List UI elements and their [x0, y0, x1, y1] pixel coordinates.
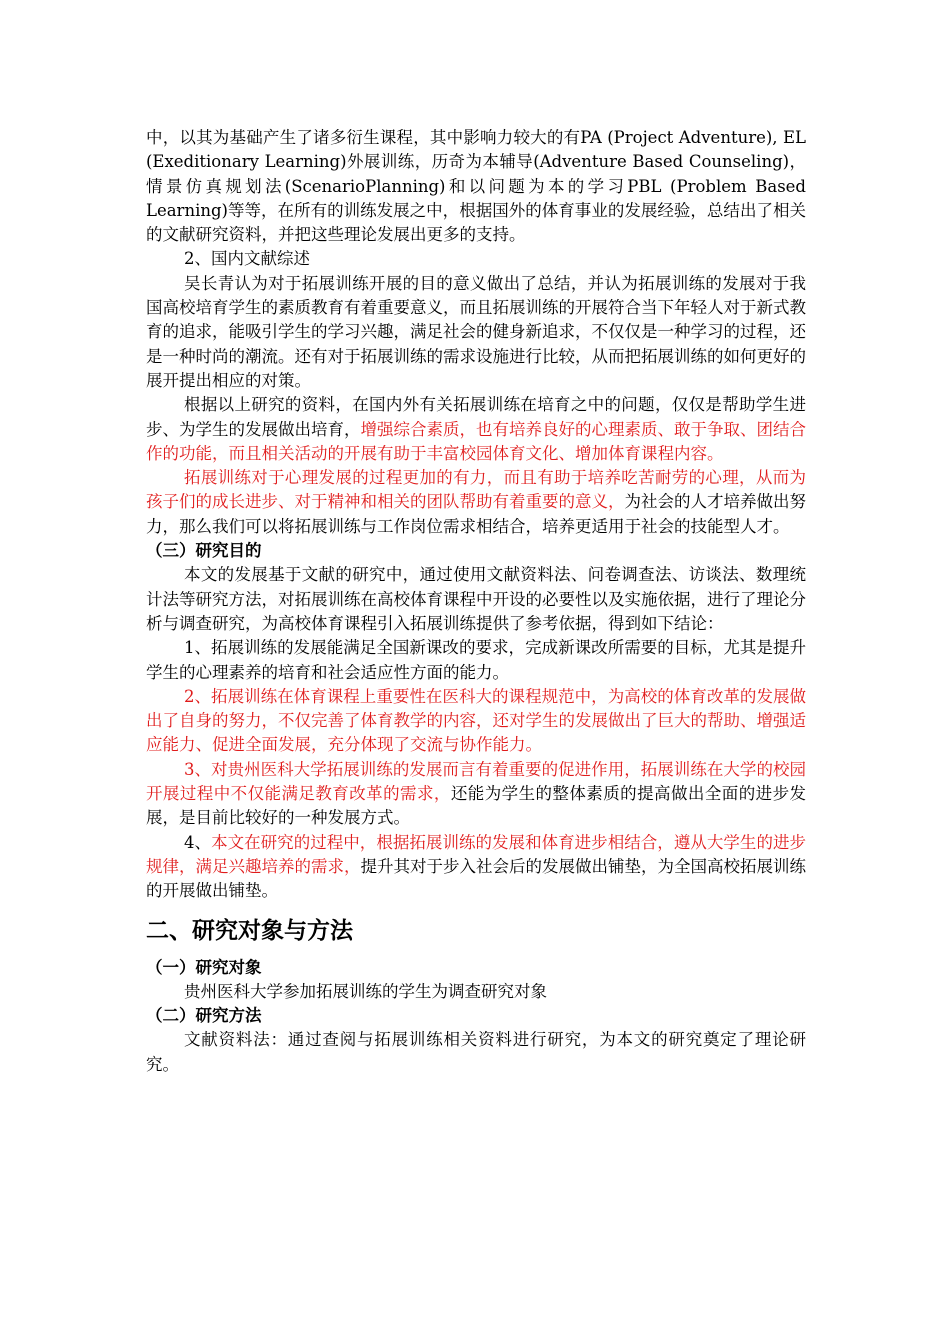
conclusion-4-text: 提升其对于步入社会后的发展做出铺垫，为全国高校拓展训练的开展做出铺垫。 — [146, 856, 806, 901]
paragraph-summary — [146, 393, 806, 466]
conclusion-2: 2、拓展训练在体育课程上重要性在医科大的课程规范中，为高校的体育改革的发展做出了自身的努力，不仅完善了体育教学的内容，还对学生的发展做出了巨大的帮助、增强适应能力、促进全面发展，充分体现了交流与协作能力。 — [146, 686, 806, 755]
summary-highlight: 增强综合素质，也有培养良好的心理素质、敢于争取、团结合作的功能，而且相关活动的开展有助于丰富校园体育文化、增加体育课程内容。 — [146, 419, 806, 463]
psychology-text: 为社会的人才培养做出努力，那么我们可以将拓展训练与工作岗位需求相结合，培养更适用于社会的技能型人才。 — [146, 492, 806, 536]
psychology-highlight: 拓展训练对于心理发展的过程更加的有力，而且有助于培养吃苦耐劳的心理，从而为孩子们的成长进步、对于精神和相关的团队帮助有着重要的意义， — [146, 468, 806, 512]
conclusion-3-highlight: 3、对贵州医科大学拓展训练的发展而言有着重要的促进作用，拓展训练在大学的校园开展过程中不仅能满足教育改革的需求， — [146, 759, 806, 804]
heading-research-purpose: （三）研究目的 — [146, 541, 262, 561]
conclusion-1: 1、拓展训练的发展能满足全国新课改的要求，完成新课改所需要的目标，尤其是提升学生的心理素养的培育和社会适应性方面的能力。 — [146, 638, 806, 682]
paragraph-purpose: 本文的发展基于文献的研究中，通过使用文献资料法、问卷调查法、访谈法、数理统计法等研究方法，对拓展训练在高校体育课程中开设的必要性以及实施依据，进行了理论分析与调查研究，为高校体育课程引入拓展训练提供了参考依据，得到如下结论： — [146, 565, 806, 633]
summary-text: 根据以上研究的资料，在国内外有关拓展训练在培育之中的问题，仅仅是帮助学生进步、为学生的发展做出培育， — [146, 395, 806, 439]
paragraph-research-object: 贵州医科大学参加拓展训练的学生为调查研究对象 — [184, 981, 547, 1001]
conclusion-4-number: 4、 — [184, 832, 212, 852]
heading-research-object: （一）研究对象 — [146, 957, 262, 977]
conclusion-4-highlight: 本文在研究的过程中，根据拓展训练的发展和体育进步相结合，遵从大学生的进步规律，满足兴趣培养的需求， — [146, 832, 807, 876]
conclusion-3-text: 还能为学生的整体素质的提高做出全面的进步发展，是目前比较好的一种发展方式。 — [146, 784, 807, 828]
paragraph-foreign-review: 中，以其为基础产生了诸多衍生课程，其中影响力较大的有PA (Project Adventure), EL (Exeditionary Learning)外展训练，历奇为本辅导(Adventure Based Counseling)，情景仿真规划法(ScenarioPlanning)和以问题为本的学习PBL (Problem Based Learning)等等，在所有的训练发展之中，根据国外的体育事业的发展经验，总结出了相关的文献研究资料，并把这些理论发展出更多的支持。 — [146, 128, 806, 245]
conclusion-4 — [146, 831, 806, 904]
paragraph-wu-changqing: 吴长青认为对于拓展训练开展的目的意义做出了总结，并认为拓展训练的发展对于我国高校培育学生的素质教育有着重要意义，而且拓展训练的开展符合当下年轻人对于新式教育的追求，能吸引学生的学习兴趣，满足社会的健身新追求，不仅仅是一种学习的过程，还是一种时尚的潮流。还有对于拓展训练的需求设施进行比较，从而把拓展训练的如何更好的展开提出相应的对策。 — [146, 273, 806, 390]
heading-research-method: （二）研究方法 — [146, 1006, 262, 1026]
conclusion-3 — [146, 758, 806, 831]
heading-section-2: 二、研究对象与方法 — [146, 917, 353, 944]
subheading-domestic-review: 2、国内文献综述 — [184, 249, 310, 269]
paragraph-research-method: 文献资料法：通过查阅与拓展训练相关资料进行研究，为本文的研究奠定了理论研究。 — [146, 1030, 806, 1074]
document-page — [146, 126, 806, 1077]
paragraph-psychology — [146, 466, 806, 539]
